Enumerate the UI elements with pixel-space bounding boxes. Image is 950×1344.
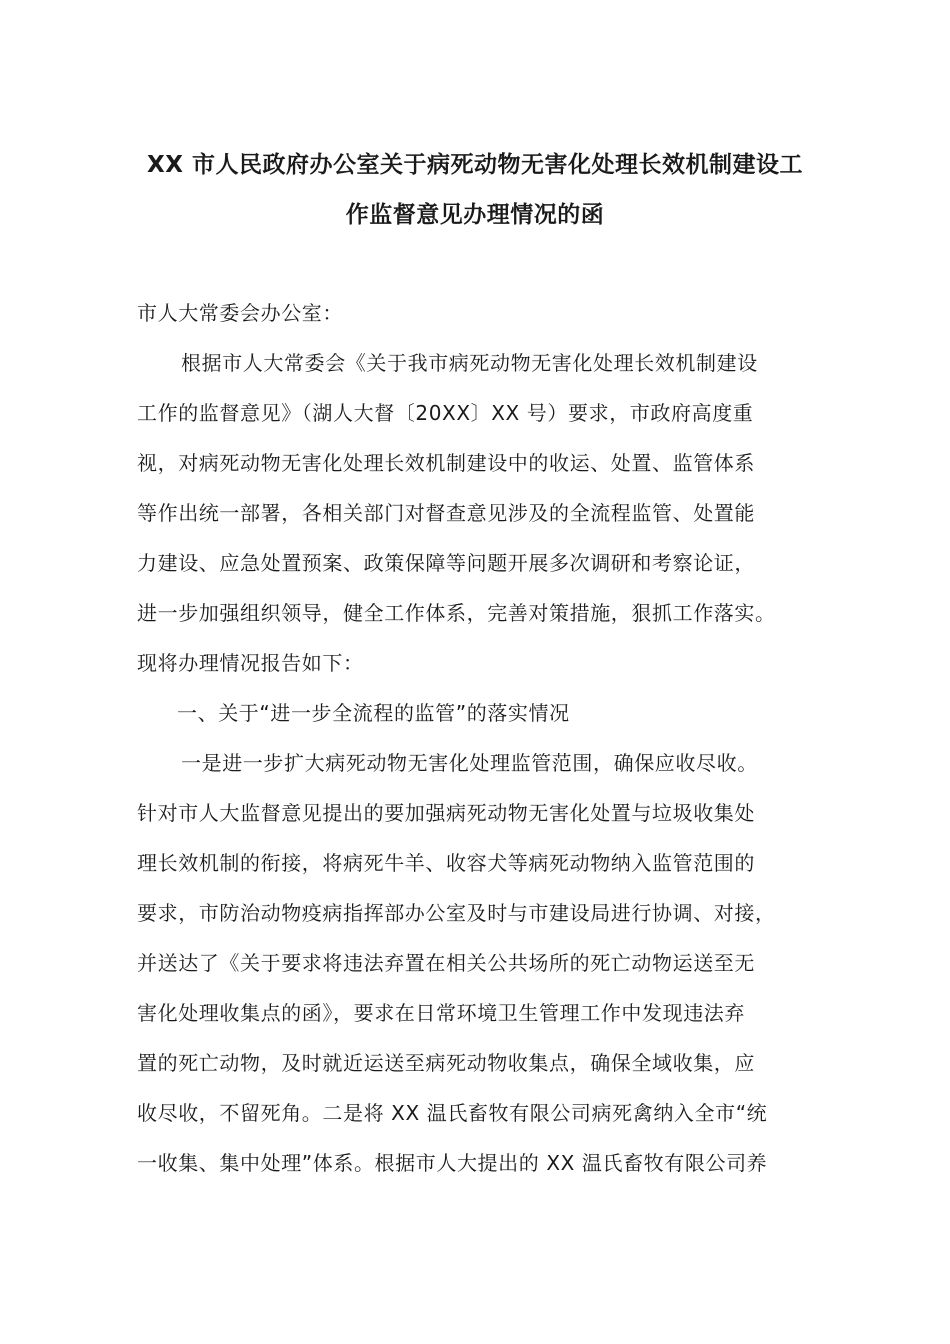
body-line: 根据市人大常委会《关于我市病死动物无害化处理长效机制建设 xyxy=(181,351,758,375)
title-line-2: 作监督意见办理情况的函 xyxy=(345,202,605,228)
body-line: 要求，市防治动物疫病指挥部办公室及时与市建设局进行协调、对接， xyxy=(137,901,776,925)
body-line: 并送达了《关于要求将违法弃置在相关公共场所的死亡动物运送至无 xyxy=(137,951,755,975)
salutation: 市人大常委会办公室： xyxy=(137,301,343,325)
body-line: 视，对病死动物无害化处理长效机制建设中的收运、处置、监管体系 xyxy=(137,451,755,475)
section-heading: 一、关于“进一步全流程的监管”的落实情况 xyxy=(177,701,570,725)
body-line: 工作的监督意见》（湖人大督〔20XX〕XX 号）要求，市政府高度重 xyxy=(137,401,754,425)
body-line: 进一步加强组织领导，健全工作体系，完善对策措施，狠抓工作落实。 xyxy=(137,601,776,625)
body-line: 现将办理情况报告如下： xyxy=(137,651,364,675)
body-line: 等作出统一部署，各相关部门对督查意见涉及的全流程监管、处置能 xyxy=(137,501,755,525)
body-line: 力建设、应急处置预案、政策保障等问题开展多次调研和考察论证， xyxy=(137,551,755,575)
body-line: 置的死亡动物，及时就近运送至病死动物收集点，确保全域收集，应 xyxy=(137,1051,755,1075)
body-line: 针对市人大监督意见提出的要加强病死动物无害化处置与垃圾收集处 xyxy=(137,801,755,825)
body-line: 害化处理收集点的函》，要求在日常环境卫生管理工作中发现违法弃 xyxy=(137,1001,745,1025)
document-body xyxy=(137,288,827,1188)
body-line: 理长效机制的衔接，将病死牛羊、收容犬等病死动物纳入监管范围的 xyxy=(137,851,755,875)
body-line: 一是进一步扩大病死动物无害化处理监管范围，确保应收尽收。 xyxy=(181,751,758,775)
document-title xyxy=(110,140,840,240)
body-line: 一收集、集中处理”体系。根据市人大提出的 XX 温氏畜牧有限公司养 xyxy=(137,1151,768,1175)
title-line-1: XX 市人民政府办公室关于病死动物无害化处理长效机制建设工 xyxy=(147,152,803,178)
body-line: 收尽收，不留死角。二是将 XX 温氏畜牧有限公司病死禽纳入全市“统 xyxy=(137,1101,768,1125)
